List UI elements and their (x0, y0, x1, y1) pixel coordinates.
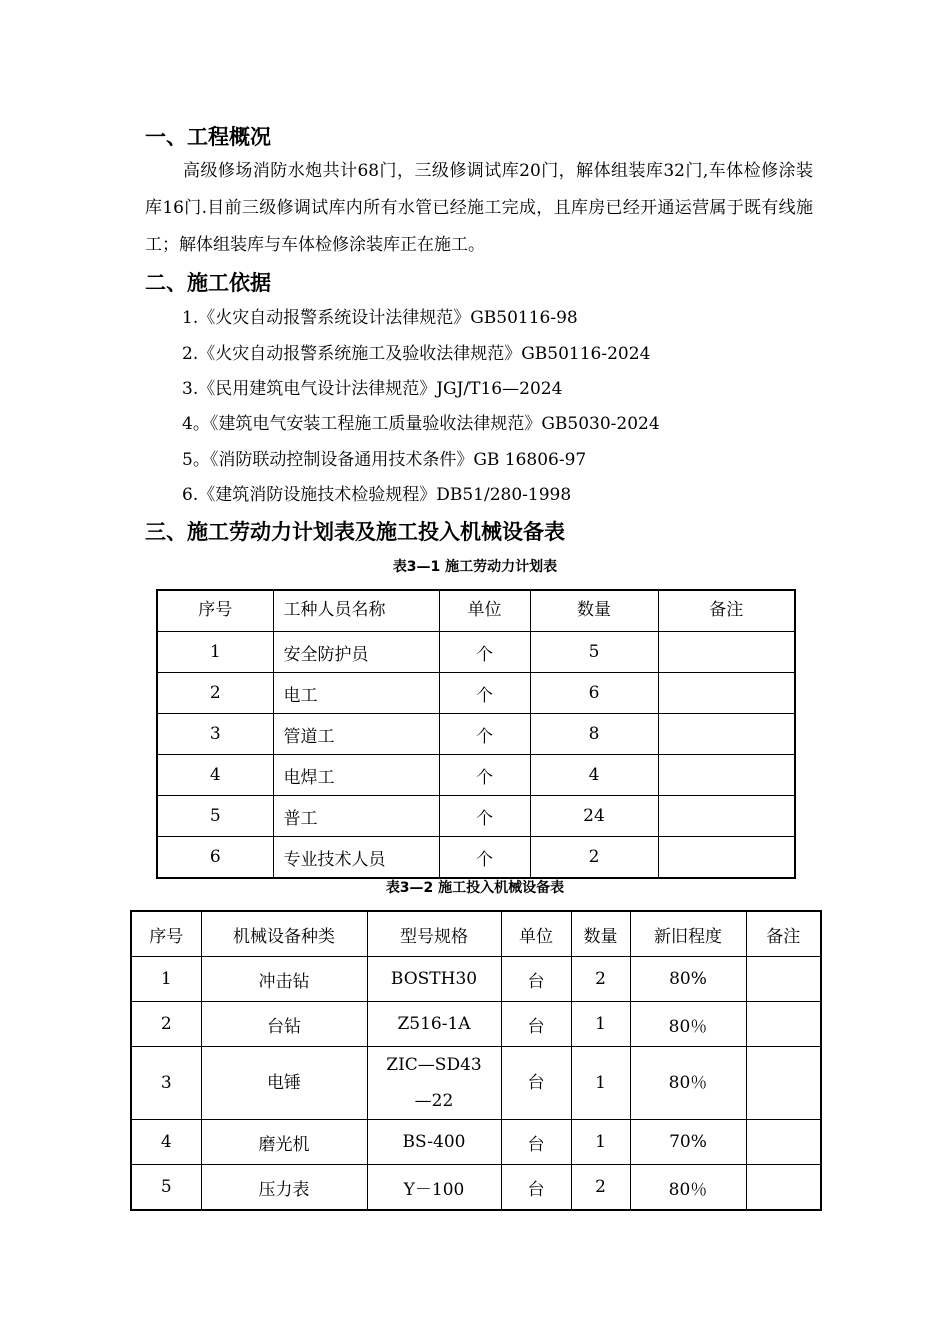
header-cell: 序号 (157, 590, 273, 632)
reference-item: 5。《消防联动控制设备通用技术条件》GB 16806-97 (182, 450, 587, 470)
table-row (157, 837, 795, 879)
table-row (157, 714, 795, 755)
cell-remark (746, 1120, 821, 1165)
table-row (157, 632, 795, 673)
header-cell: 新旧程度 (630, 911, 746, 957)
cell-index: 5 (131, 1165, 201, 1211)
cell-quantity: 24 (530, 796, 658, 837)
cell-quantity: 1 (571, 1002, 630, 1047)
cell-equipment: 磨光机 (201, 1120, 367, 1165)
cell-name: 普工 (273, 796, 439, 837)
cell-index: 1 (157, 632, 273, 673)
cell-name: 电工 (273, 673, 439, 714)
header-cell: 备注 (746, 911, 821, 957)
cell-name: 电焊工 (273, 755, 439, 796)
cell-quantity: 5 (530, 632, 658, 673)
table-row (131, 1002, 821, 1047)
reference-item: 4。《建筑电气安装工程施工质量验收法律规范》GB5030-2024 (182, 414, 660, 434)
header-cell: 机械设备种类 (201, 911, 367, 957)
table-row (131, 957, 821, 1002)
cell-unit: 台 (501, 1120, 571, 1165)
reference-item: 3.《民用建筑电气设计法律规范》JGJ/T16—2024 (182, 379, 563, 399)
header-cell: 序号 (131, 911, 201, 957)
cell-quantity: 8 (530, 714, 658, 755)
cell-name: 安全防护员 (273, 632, 439, 673)
equipment-table (130, 910, 822, 1211)
cell-quantity: 6 (530, 673, 658, 714)
table-row (131, 1047, 821, 1120)
cell-condition: 80％ (630, 1002, 746, 1047)
table1-caption: 表3—1 施工劳动力计划表 (392, 559, 558, 575)
cell-model: BOSTH30 (367, 957, 501, 1002)
reference-item: 1.《火灾自动报警系统设计法律规范》GB50116-98 (182, 308, 578, 328)
cell-index: 3 (157, 714, 273, 755)
cell-model: ZIC—SD43—22 (367, 1047, 501, 1120)
cell-remark (746, 1165, 821, 1211)
cell-equipment: 电锤 (201, 1047, 367, 1120)
cell-unit: 个 (439, 837, 530, 879)
cell-index: 4 (131, 1120, 201, 1165)
section-heading-tables: 三、施工劳动力计划表及施工投入机械设备表 (145, 520, 565, 544)
cell-remark (658, 837, 795, 879)
table-row (157, 673, 795, 714)
section-heading-overview: 一、工程概况 (145, 125, 271, 149)
cell-condition: 70% (630, 1120, 746, 1165)
cell-unit: 台 (501, 957, 571, 1002)
table-row (157, 755, 795, 796)
cell-condition: 80％ (630, 1047, 746, 1120)
cell-index: 6 (157, 837, 273, 879)
cell-unit: 个 (439, 632, 530, 673)
header-cell: 备注 (658, 590, 795, 632)
cell-condition: 80% (630, 957, 746, 1002)
cell-index: 2 (131, 1002, 201, 1047)
section-heading-basis: 二、施工依据 (145, 271, 271, 295)
cell-unit: 台 (501, 1165, 571, 1211)
reference-item: 2.《火灾自动报警系统施工及验收法律规范》GB50116-2024 (182, 344, 651, 364)
cell-equipment: 压力表 (201, 1165, 367, 1211)
header-cell: 单位 (501, 911, 571, 957)
table-row (157, 796, 795, 837)
cell-index: 4 (157, 755, 273, 796)
cell-quantity: 1 (571, 1120, 630, 1165)
table2-caption: 表3—2 施工投入机械设备表 (385, 880, 565, 896)
cell-remark (658, 673, 795, 714)
cell-index: 1 (131, 957, 201, 1002)
cell-unit: 个 (439, 714, 530, 755)
cell-name: 专业技术人员 (273, 837, 439, 879)
table-header-row (157, 590, 795, 632)
cell-name: 管道工 (273, 714, 439, 755)
overview-paragraph: 高级修场消防水炮共计68门，三级修调试库20门，解体组装库32门,车体检修涂装库16门.目前三级修调试库内所有水管已经施工完成，且库房已经开通运营属于既有线施工；解体组装库与车体检修涂装库正在施工。 (145, 161, 813, 255)
cell-quantity: 1 (571, 1047, 630, 1120)
reference-item: 6.《建筑消防设施技术检验规程》DB51/280-1998 (182, 485, 572, 505)
cell-model: BS-400 (367, 1120, 501, 1165)
cell-remark (658, 755, 795, 796)
cell-equipment: 冲击钻 (201, 957, 367, 1002)
header-cell: 工种人员名称 (273, 590, 439, 632)
cell-unit: 个 (439, 673, 530, 714)
labor-plan-table (156, 589, 796, 879)
cell-unit: 个 (439, 755, 530, 796)
cell-quantity: 2 (571, 957, 630, 1002)
cell-remark (746, 1047, 821, 1120)
cell-unit: 台 (501, 1002, 571, 1047)
cell-model: Z516-1A (367, 1002, 501, 1047)
cell-quantity: 2 (530, 837, 658, 879)
header-cell: 数量 (571, 911, 630, 957)
cell-remark (658, 714, 795, 755)
cell-remark (658, 632, 795, 673)
cell-unit: 台 (501, 1047, 571, 1120)
cell-remark (746, 957, 821, 1002)
cell-quantity: 4 (530, 755, 658, 796)
table-header-row (131, 911, 821, 957)
cell-index: 5 (157, 796, 273, 837)
header-cell: 型号规格 (367, 911, 501, 957)
cell-unit: 个 (439, 796, 530, 837)
header-cell: 单位 (439, 590, 530, 632)
cell-equipment: 台钻 (201, 1002, 367, 1047)
cell-index: 2 (157, 673, 273, 714)
header-cell: 数量 (530, 590, 658, 632)
cell-remark (658, 796, 795, 837)
cell-condition: 80％ (630, 1165, 746, 1211)
cell-index: 3 (131, 1047, 201, 1120)
table-row (131, 1120, 821, 1165)
cell-model: Y－100 (367, 1165, 501, 1211)
table-row (131, 1165, 821, 1211)
cell-remark (746, 1002, 821, 1047)
cell-quantity: 2 (571, 1165, 630, 1211)
